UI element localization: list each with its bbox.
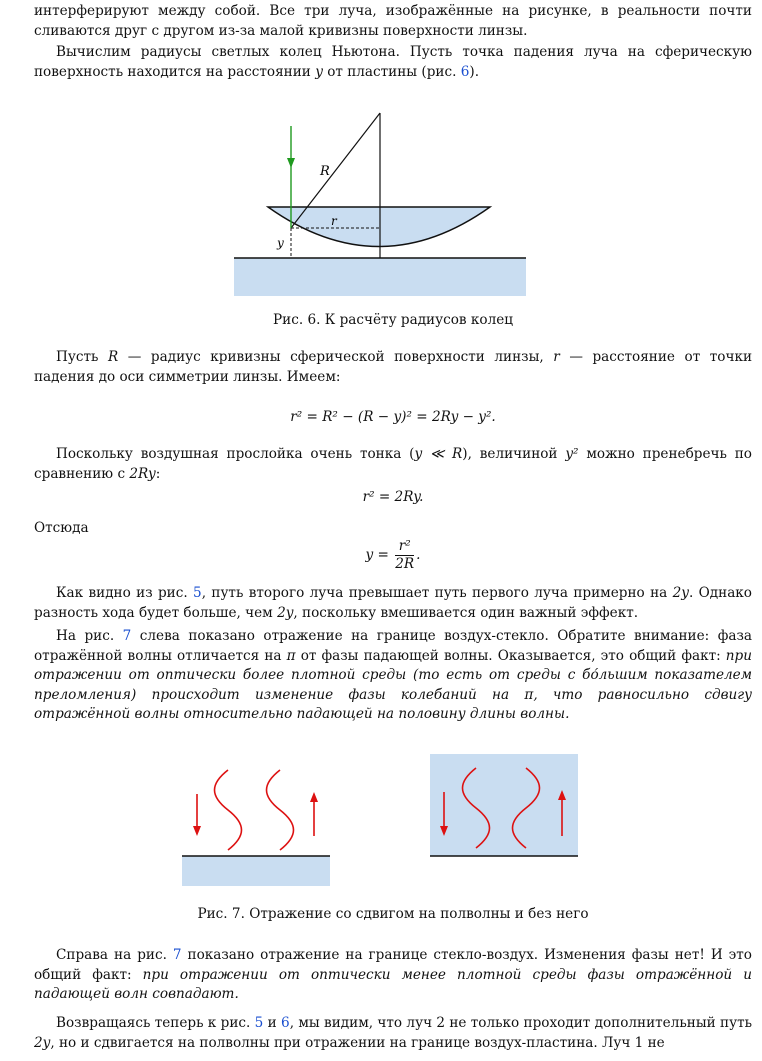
figure-ref-6b[interactable]: 6	[281, 1015, 290, 1031]
arrow-down-icon	[193, 826, 201, 836]
paragraph-definitions: Пусть R — радиус кривизны сферической поверхности линзы, r — расстояние от точки падения до оси симметрии линзы. Имеем:	[34, 349, 753, 385]
figure-ref-7[interactable]: 7	[122, 628, 132, 644]
para1-line1: интерферируют между собой. Все три луча, изображённые на рисунке, в реальности почти	[34, 3, 752, 19]
equation-2: r² = 2Ry.	[362, 489, 424, 505]
figure-ref-5b[interactable]: 5	[254, 1015, 264, 1031]
paragraph-approximation: Поскольку воздушная прослойка очень тонка (y ≪ R), величиной y² можно пренебречь по сравнению с 2Ry:	[34, 446, 752, 482]
figure-7-left	[180, 768, 332, 888]
fraction: $\frac{\text{r²}}{2R}$	[395, 538, 415, 572]
paragraph-newton-rings: Вычислим радиусы светлых колец Ньютона. Пусть точка падения луча на сферическую поверхность находится на расстоянии y от пластины (рис. 6).	[34, 44, 752, 80]
paragraph-path-difference: Как видно из рис. 5, путь второго луча превышает путь первого луча примерно на 2y. Однако разность хода будет больше, чем 2y, поскольку вмешивается один важный эффект.	[34, 585, 752, 621]
var-y: y	[315, 63, 323, 80]
otsyuda-text: Отсюда	[34, 520, 89, 536]
ray-arrow-icon	[287, 158, 295, 168]
equation-3: y = $\frac{\text{r²}}{2R}$ .	[365, 538, 421, 572]
label-R: R	[320, 164, 330, 179]
figure-7-caption: Рис. 7. Отражение со сдвигом на полволны и без него	[197, 906, 589, 922]
paragraph-no-phase-shift: Справа на рис. 7 показано отражение на границе стекло-воздух. Изменения фазы нет! И это общий факт: при отражении от оптически менее плотной среды фазы отражённой и падающей волн совпадают.	[34, 947, 752, 1002]
reflected-wave	[267, 770, 294, 850]
label-y: y	[277, 236, 284, 250]
lens	[268, 207, 490, 247]
equation-1: r² = R² − (R − y)² = 2Ry − y².	[290, 409, 496, 425]
glass-above	[430, 754, 578, 856]
paragraph-phase-shift: На рис. 7 слева показано отражение на границе воздух-стекло. Обратите внимание: фаза отражённой волны отличается на π от фазы падающей волны. Оказывается, это общий факт: при отражении от оптически более плотной среды (то есть от среды с бо́льшим показателем преломления) происходит изменение фазы колебаний на π, что равносильно сдвигу отражённой волны относительно падающей на половину длины волны.	[34, 628, 753, 722]
paragraph-continuation	[34, 2, 752, 41]
figure-ref-6[interactable]: 6	[460, 63, 470, 80]
label-r: r	[331, 214, 337, 228]
figure-ref-5[interactable]: 5	[193, 585, 202, 601]
figure-6-caption: Рис. 6. К расчёту радиусов колец	[273, 312, 513, 328]
glass-below	[182, 856, 330, 886]
figure-ref-7b[interactable]: 7	[172, 947, 182, 963]
incident-wave	[215, 770, 242, 850]
para1-line2: сливаются друг с другом из-за малой кривизны поверхности линзы.	[34, 22, 528, 39]
glass-plate	[234, 258, 526, 296]
arrow-up-icon	[310, 792, 318, 802]
figure-6-diagram	[225, 108, 535, 298]
paragraph-return: Возвращаясь теперь к рис. 5 и 6, мы видим, что луч 2 не только проходит дополнительный путь 2y, но и сдвигается на полволны при отражении на границе воздух-пластина. Луч 1 не	[34, 1015, 753, 1051]
figure-7-right	[430, 754, 578, 860]
